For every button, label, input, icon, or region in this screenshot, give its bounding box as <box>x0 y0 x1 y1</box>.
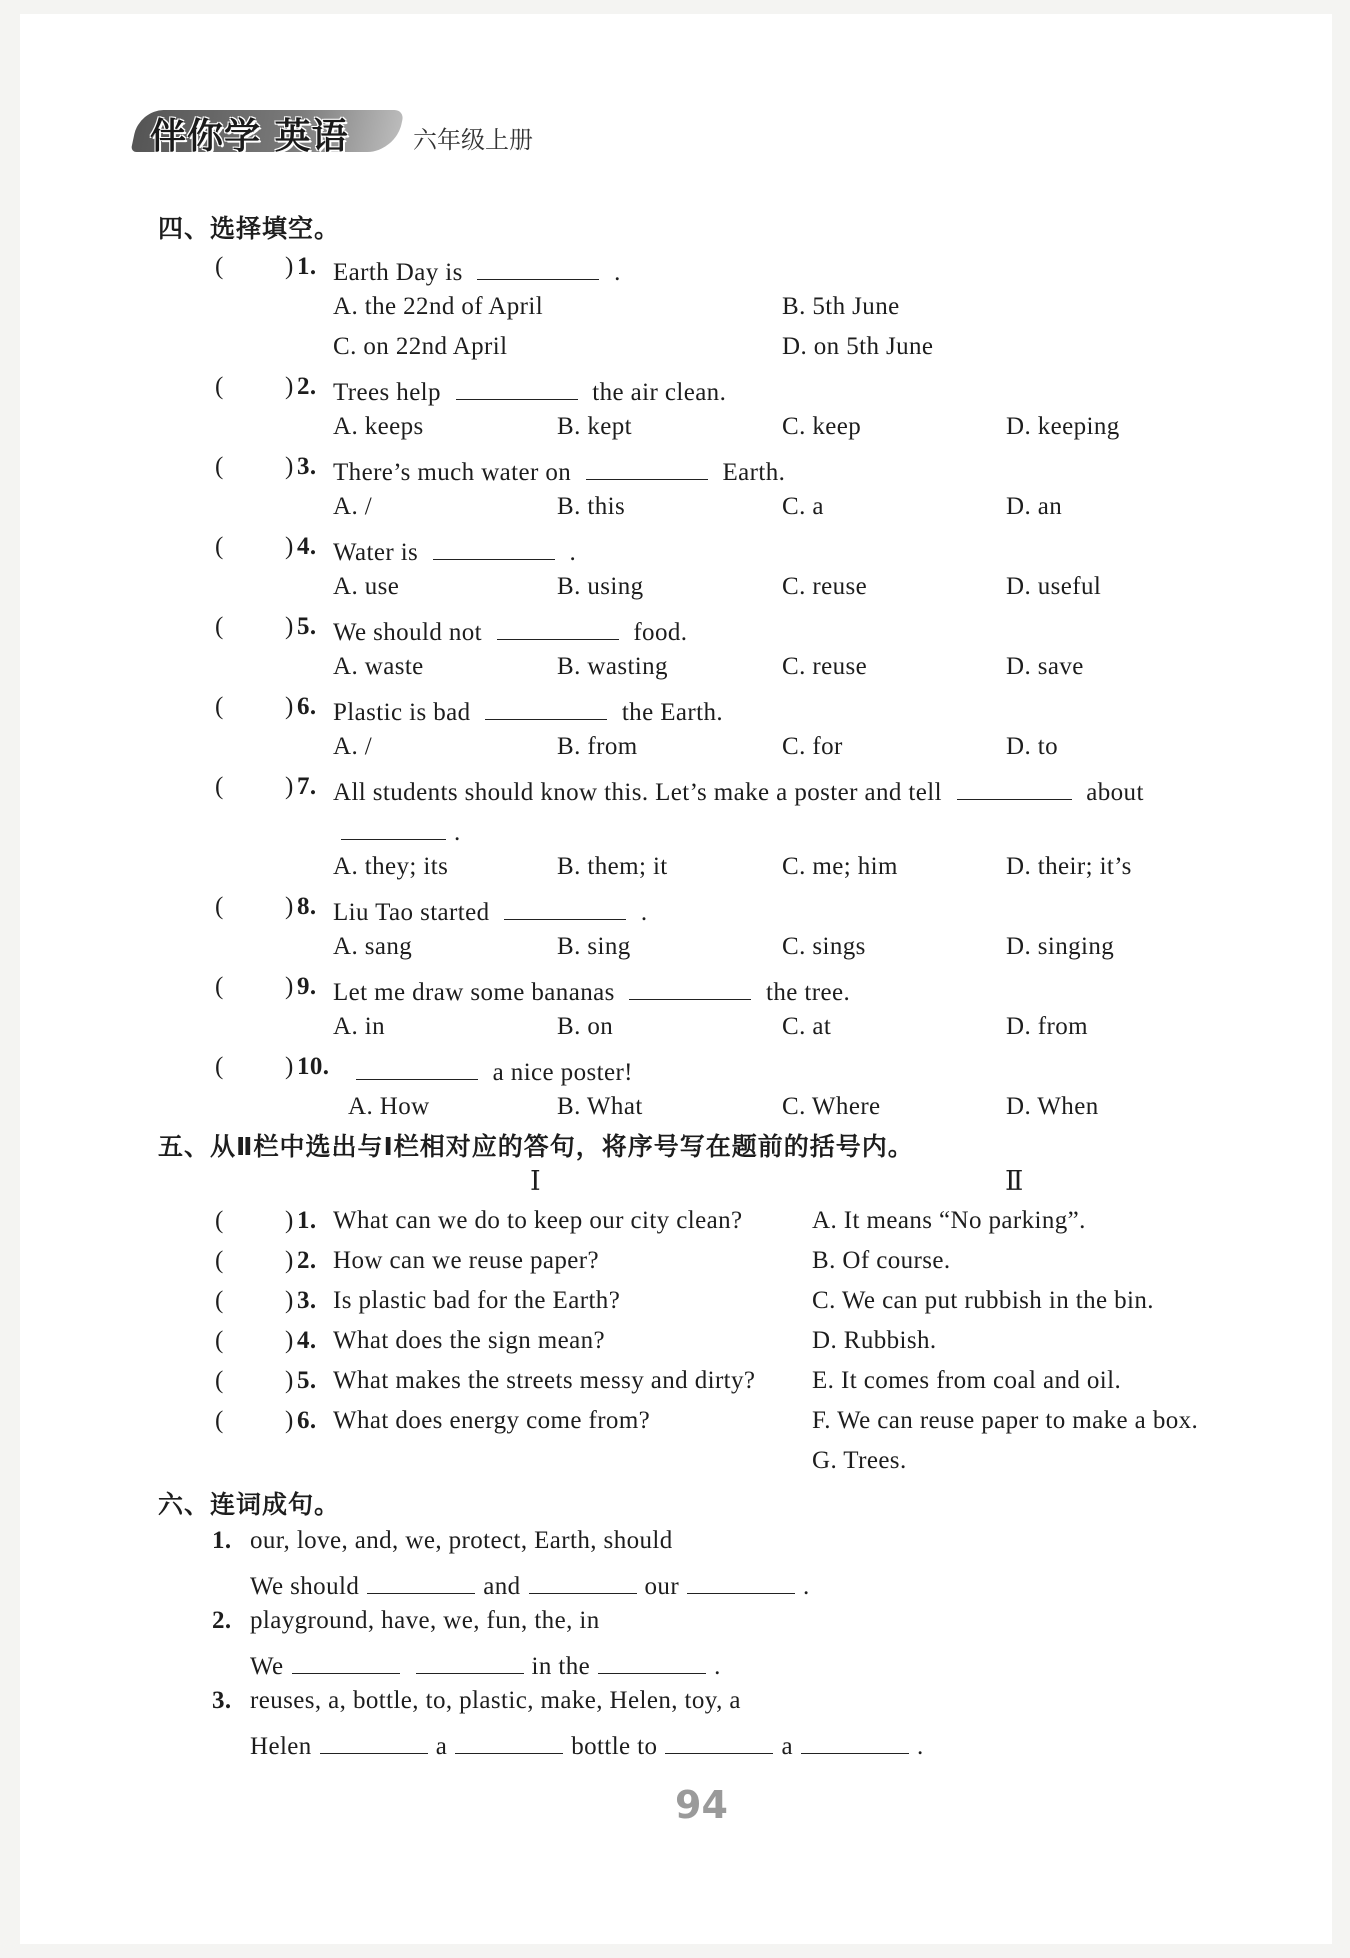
option-d[interactable]: D. useful <box>1006 573 1102 600</box>
question-stem <box>333 373 726 407</box>
match-answer-b[interactable]: B. Of course. <box>812 1247 951 1274</box>
match-question: What can we do to keep our city clean? <box>333 1207 743 1234</box>
option-b[interactable]: B. kept <box>557 413 633 440</box>
question-text: Liu Tao started <box>333 899 497 926</box>
match-question: What does the sign mean? <box>333 1327 606 1354</box>
question-text: . <box>607 259 621 286</box>
question-stem <box>333 693 723 727</box>
answer-paren-open: ( <box>215 1247 224 1274</box>
answer-blank[interactable] <box>957 773 1072 800</box>
column-two-label: Ⅱ <box>1005 1166 1024 1196</box>
question-number: 2. <box>297 373 317 400</box>
answer-blank[interactable] <box>416 1647 524 1674</box>
answer-paren-close: ) <box>285 773 294 800</box>
question-number: 9. <box>297 973 317 1000</box>
option-d[interactable]: D. save <box>1006 653 1084 680</box>
sentence-text: and <box>483 1573 521 1600</box>
answer-blank[interactable] <box>320 1727 428 1754</box>
answer-paren-close: ) <box>285 1367 294 1394</box>
question-text: Plastic is bad <box>333 699 478 726</box>
answer-paren-open: ( <box>215 773 224 800</box>
answer-paren-open: ( <box>215 693 224 720</box>
question-number: 3. <box>212 1687 232 1714</box>
book-title: 伴你学 英语 <box>150 116 349 157</box>
answer-paren-close: ) <box>285 253 294 280</box>
question-text: the Earth. <box>615 699 724 726</box>
question-stem <box>333 973 850 1007</box>
option-c[interactable]: C. keep <box>782 413 862 440</box>
option-a[interactable]: A. they; its <box>333 853 449 880</box>
sentence-text: . <box>916 1733 924 1760</box>
question-text: . <box>562 539 577 566</box>
answer-paren-close: ) <box>285 533 294 560</box>
word-list: reuses, a, bottle, to, plastic, make, Helen, toy, a <box>250 1687 741 1714</box>
sentence-template <box>250 1727 924 1761</box>
option-a[interactable]: A. the 22nd of April <box>333 293 544 320</box>
option-a[interactable]: A. sang <box>333 933 413 960</box>
answer-paren-close: ) <box>285 373 294 400</box>
question-number: 7. <box>297 773 317 800</box>
question-text: Earth. <box>715 459 786 486</box>
option-c[interactable]: C. reuse <box>782 573 868 600</box>
answer-paren-close: ) <box>285 973 294 1000</box>
option-b[interactable]: B. this <box>557 493 626 520</box>
option-c[interactable]: C. me; him <box>782 853 898 880</box>
option-c[interactable]: C. Where <box>782 1093 881 1120</box>
option-c[interactable]: C. for <box>782 733 843 760</box>
answer-paren-open: ( <box>215 1327 224 1354</box>
answer-paren-open: ( <box>215 373 224 400</box>
answer-blank[interactable] <box>529 1567 637 1594</box>
question-number: 6. <box>297 693 317 720</box>
match-answer-c[interactable]: C. We can put rubbish in the bin. <box>812 1287 1154 1314</box>
question-text: the air clean. <box>585 379 727 406</box>
match-answer-d[interactable]: D. Rubbish. <box>812 1327 937 1354</box>
option-a[interactable]: A. waste <box>333 653 424 680</box>
question-text: a nice poster! <box>486 1059 633 1086</box>
word-list: playground, have, we, fun, the, in <box>250 1607 600 1634</box>
option-a[interactable]: A. use <box>333 573 400 600</box>
option-b[interactable]: B. them; it <box>557 853 668 880</box>
option-a[interactable]: A. How <box>348 1093 430 1120</box>
option-c[interactable]: C. sings <box>782 933 866 960</box>
option-d[interactable]: D. their; it’s <box>1006 853 1132 880</box>
answer-paren-close: ) <box>285 1247 294 1274</box>
match-question: What does energy come from? <box>333 1407 651 1434</box>
option-d[interactable]: D. from <box>1006 1013 1088 1040</box>
option-b[interactable]: B. on <box>557 1013 614 1040</box>
answer-blank[interactable] <box>586 453 708 480</box>
option-a[interactable]: A. / <box>333 733 373 760</box>
question-stem <box>333 533 576 567</box>
match-question: What makes the streets messy and dirty? <box>333 1367 756 1394</box>
answer-paren-close: ) <box>285 613 294 640</box>
answer-blank[interactable] <box>433 533 555 560</box>
answer-paren-open: ( <box>215 253 224 280</box>
option-a[interactable]: A. in <box>333 1013 385 1040</box>
match-answer-a[interactable]: A. It means “No parking”. <box>812 1207 1086 1234</box>
question-number: 2. <box>212 1607 232 1634</box>
question-stem <box>333 773 1144 807</box>
answer-paren-close: ) <box>285 453 294 480</box>
section6-heading: 六、连词成句。 <box>158 1490 341 1519</box>
option-b[interactable]: B. What <box>557 1093 643 1120</box>
answer-paren-close: ) <box>285 1287 294 1314</box>
option-d[interactable]: D. an <box>1006 493 1063 520</box>
question-number: 1. <box>297 1207 317 1234</box>
answer-paren-open: ( <box>215 453 224 480</box>
answer-blank[interactable] <box>687 1567 795 1594</box>
answer-blank[interactable] <box>477 253 599 280</box>
answer-paren-close: ) <box>285 1407 294 1434</box>
question-text: There’s much water on <box>333 459 578 486</box>
question-number: 3. <box>297 453 317 480</box>
sentence-text: We <box>250 1653 284 1680</box>
answer-blank[interactable] <box>504 893 626 920</box>
match-question: Is plastic bad for the Earth? <box>333 1287 621 1314</box>
sentence-template <box>250 1647 721 1681</box>
question-text: We should not <box>333 619 489 646</box>
option-c[interactable]: C. on 22nd April <box>333 333 508 360</box>
option-b[interactable]: B. using <box>557 573 644 600</box>
match-question: How can we reuse paper? <box>333 1247 600 1274</box>
option-b[interactable]: B. wasting <box>557 653 668 680</box>
question-number: 2. <box>297 1247 317 1274</box>
answer-paren-close: ) <box>285 693 294 720</box>
match-answer-e[interactable]: E. It comes from coal and oil. <box>812 1367 1122 1394</box>
question-stem <box>333 893 648 927</box>
question-number: 4. <box>297 1327 317 1354</box>
option-b[interactable]: B. sing <box>557 933 631 960</box>
question-text: Let me draw some bananas <box>333 979 622 1006</box>
answer-paren-close: ) <box>285 1053 294 1080</box>
question-number: 8. <box>297 893 317 920</box>
answer-paren-open: ( <box>215 1207 224 1234</box>
answer-paren-open: ( <box>215 1367 224 1394</box>
question-number: 5. <box>297 1367 317 1394</box>
question-text: All students should know this. Let’s make a poster and tell <box>333 779 949 806</box>
answer-blank[interactable] <box>356 1053 478 1080</box>
question-number: 1. <box>297 253 317 280</box>
answer-paren-open: ( <box>215 893 224 920</box>
question-text: the tree. <box>759 979 851 1006</box>
question-text: . <box>454 819 461 846</box>
section5-heading: 五、从Ⅱ栏中选出与Ⅰ栏相对应的答句，将序号写在题前的括号内。 <box>158 1132 914 1161</box>
option-d[interactable]: D. to <box>1006 733 1058 760</box>
option-c[interactable]: C. a <box>782 493 824 520</box>
page-number: 94 <box>675 1783 728 1827</box>
question-text: about <box>1079 779 1144 806</box>
question-number: 6. <box>297 1407 317 1434</box>
answer-paren-open: ( <box>215 973 224 1000</box>
question-stem <box>333 253 621 287</box>
answer-paren-close: ) <box>285 1207 294 1234</box>
sentence-text: a <box>781 1733 793 1760</box>
sentence-template <box>250 1567 810 1601</box>
sentence-text: . <box>714 1653 721 1680</box>
answer-paren-open: ( <box>215 1407 224 1434</box>
match-answer-g[interactable]: G. Trees. <box>812 1447 907 1474</box>
answer-paren-open: ( <box>215 613 224 640</box>
answer-blank[interactable] <box>801 1727 909 1754</box>
option-c[interactable]: C. at <box>782 1013 832 1040</box>
sentence-text: . <box>803 1573 810 1600</box>
question-text: food. <box>626 619 688 646</box>
sentence-text: bottle to <box>571 1733 658 1760</box>
option-c[interactable]: C. reuse <box>782 653 868 680</box>
option-a[interactable]: A. / <box>333 493 373 520</box>
answer-blank[interactable] <box>456 373 578 400</box>
question-number: 10. <box>297 1053 330 1080</box>
answer-blank[interactable] <box>485 693 607 720</box>
option-a[interactable]: A. keeps <box>333 413 424 440</box>
answer-blank[interactable] <box>455 1727 563 1754</box>
question-number: 4. <box>297 533 317 560</box>
option-d[interactable]: D. When <box>1006 1093 1099 1120</box>
answer-paren-close: ) <box>285 1327 294 1354</box>
answer-blank[interactable] <box>341 813 446 840</box>
option-d[interactable]: D. keeping <box>1006 413 1120 440</box>
option-b[interactable]: B. from <box>557 733 638 760</box>
question-stem <box>333 453 785 487</box>
answer-paren-open: ( <box>215 1053 224 1080</box>
option-b[interactable]: B. 5th June <box>782 293 900 320</box>
question-number: 3. <box>297 1287 317 1314</box>
answer-blank[interactable] <box>292 1647 400 1674</box>
section4-heading: 四、选择填空。 <box>158 214 341 243</box>
sentence-text: We should <box>250 1573 360 1600</box>
question-stem <box>333 613 687 647</box>
question-text: . <box>634 899 648 926</box>
question-number: 1. <box>212 1527 232 1554</box>
word-list: our, love, and, we, protect, Earth, should <box>250 1527 673 1554</box>
answer-paren-open: ( <box>215 1287 224 1314</box>
option-d[interactable]: D. singing <box>1006 933 1115 960</box>
question-number: 5. <box>297 613 317 640</box>
sentence-text: our <box>644 1573 680 1600</box>
column-one-label: Ⅰ <box>530 1166 541 1196</box>
answer-blank[interactable] <box>665 1727 773 1754</box>
sentence-text: a <box>435 1733 448 1760</box>
question-stem <box>348 1053 633 1087</box>
answer-paren-close: ) <box>285 893 294 920</box>
question-text: Trees help <box>333 379 448 406</box>
question-text: Water is <box>333 539 425 566</box>
answer-blank[interactable] <box>367 1567 475 1594</box>
option-d[interactable]: D. on 5th June <box>782 333 934 360</box>
question-text: Earth Day is <box>333 259 470 286</box>
answer-paren-open: ( <box>215 533 224 560</box>
match-answer-f[interactable]: F. We can reuse paper to make a box. <box>812 1407 1199 1434</box>
answer-blank[interactable] <box>497 613 619 640</box>
answer-blank[interactable] <box>598 1647 706 1674</box>
book-subtitle: 六年级上册 <box>413 126 533 154</box>
question-stem-continued <box>333 813 461 847</box>
answer-blank[interactable] <box>629 973 751 1000</box>
sentence-text: in the <box>531 1653 591 1680</box>
sentence-text: Helen <box>250 1733 312 1760</box>
